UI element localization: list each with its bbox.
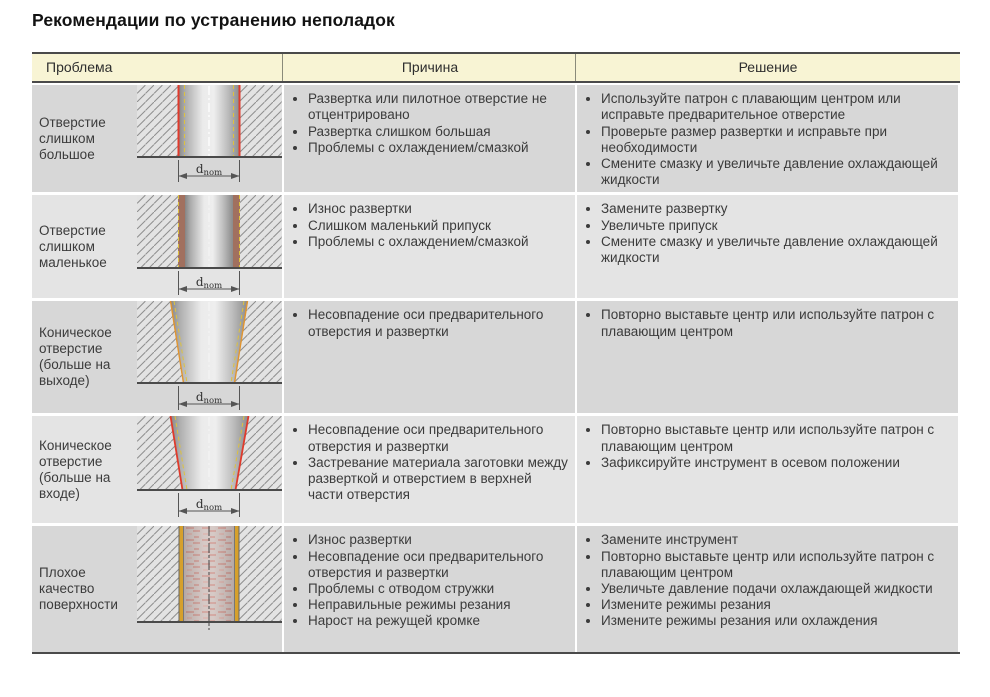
- bullet-item: • Износ развертки: [308, 532, 569, 548]
- header-solution: Решение: [575, 54, 958, 81]
- solutions-list: [577, 195, 958, 270]
- bullet-item: • Развертка или пилотное отверстие не отцентрировано: [308, 91, 569, 123]
- bullet-item: • Смените смазку и увеличьте давление охлаждающей жидкости: [601, 234, 952, 266]
- table-row: [32, 301, 960, 413]
- causes-list: [284, 85, 575, 160]
- bullet-item: • Повторно выставьте центр или используйте патрон с плавающим центром: [601, 549, 952, 581]
- bullet-item: • Слишком маленький припуск: [308, 218, 569, 234]
- solutions-list: [577, 301, 958, 343]
- problem-label: Коническое отверстие (больше на входе): [39, 437, 112, 501]
- bullet-item: • Увеличьте давление подачи охлаждающей жидкости: [601, 581, 952, 597]
- bullet-item: • Используйте патрон с плавающим центром или исправьте предварительное отверстие: [601, 91, 952, 123]
- bullet-item: • Зафиксируйте инструмент в осевом положении: [601, 455, 952, 471]
- header-cause: Причина: [282, 54, 575, 81]
- bullet-item: • Нарост на режущей кромке: [308, 613, 569, 629]
- problem-cell: [32, 85, 282, 192]
- bullet-item: • Застревание материала заготовки между разверткой и отверстием в верхней части отверстия: [308, 455, 569, 504]
- causes-cell: [284, 195, 575, 298]
- bullet-item: • Несовпадение оси предварительного отверстия и развертки: [308, 549, 569, 581]
- header-problem: Проблема: [46, 59, 113, 75]
- bullet-item: • Измените режимы резания: [601, 597, 952, 613]
- causes-cell: [284, 526, 575, 652]
- svg-text:dnom: dnom: [195, 390, 223, 407]
- table-row: [32, 416, 960, 523]
- problem-label: Отверстие слишком большое: [39, 114, 106, 162]
- solutions-cell: [577, 526, 958, 652]
- hole-too-small-diagram: [137, 195, 282, 298]
- causes-cell: [284, 85, 575, 192]
- causes-cell: [284, 416, 575, 523]
- causes-list: [284, 195, 575, 254]
- hole-too-large-diagram: [137, 85, 282, 185]
- bullet-item: • Несовпадение оси предварительного отверстия и развертки: [308, 307, 569, 339]
- svg-text:dnom: dnom: [195, 497, 223, 514]
- poor-surface-finish-diagram: [137, 526, 282, 632]
- page-title: Рекомендации по устранению неполадок: [32, 10, 395, 30]
- solutions-list: [577, 526, 958, 633]
- table-row: [32, 195, 960, 298]
- causes-list: [284, 416, 575, 507]
- solutions-cell: [577, 301, 958, 413]
- causes-list: [284, 526, 575, 633]
- bullet-item: • Замените развертку: [601, 201, 952, 217]
- bullet-item: • Проблемы с охлаждением/смазкой: [308, 234, 569, 250]
- bullet-item: • Повторно выставьте центр или используйте патрон с плавающим центром: [601, 307, 952, 339]
- bullet-item: • Измените режимы резания или охлаждения: [601, 613, 952, 629]
- taper-larger-entry-diagram: [137, 416, 282, 520]
- problem-label: Плохое качество поверхности: [39, 565, 118, 613]
- table-row: [32, 526, 960, 652]
- bullet-item: • Проблемы с охлаждением/смазкой: [308, 140, 569, 156]
- bullet-item: • Несовпадение оси предварительного отверстия и развертки: [308, 422, 569, 454]
- problem-cell: [32, 301, 282, 413]
- solutions-list: [577, 85, 958, 192]
- table-row: [32, 85, 960, 192]
- bullet-item: • Развертка слишком большая: [308, 124, 569, 140]
- bullet-item: • Замените инструмент: [601, 532, 952, 548]
- problem-cell: [32, 526, 282, 652]
- problem-label: Отверстие слишком маленькое: [39, 222, 107, 270]
- bullet-item: • Смените смазку и увеличьте давление охлаждающей жидкости: [601, 156, 952, 188]
- bullet-item: • Неправильные режимы резания: [308, 597, 569, 613]
- problem-label: Коническое отверстие (больше на выходе): [39, 325, 112, 389]
- taper-larger-exit-diagram: [137, 301, 282, 413]
- bullet-item: • Износ развертки: [308, 201, 569, 217]
- solutions-cell: [577, 416, 958, 523]
- solutions-cell: [577, 195, 958, 298]
- bullet-item: • Проверьте размер развертки и исправьте при необходимости: [601, 124, 952, 156]
- bullet-item: • Проблемы с отводом стружки: [308, 581, 569, 597]
- problem-cell: [32, 416, 282, 523]
- table-body: [32, 85, 960, 654]
- causes-list: [284, 301, 575, 343]
- solutions-list: [577, 416, 958, 475]
- causes-cell: [284, 301, 575, 413]
- table-header-row: [32, 52, 960, 83]
- bullet-item: • Повторно выставьте центр или используйте патрон с плавающим центром: [601, 422, 952, 454]
- svg-text:dnom: dnom: [195, 275, 223, 292]
- solutions-cell: [577, 85, 958, 192]
- problem-cell: [32, 195, 282, 298]
- troubleshooting-table: [32, 52, 960, 654]
- bullet-item: • Увеличьте припуск: [601, 218, 952, 234]
- svg-text:dnom: dnom: [195, 162, 223, 179]
